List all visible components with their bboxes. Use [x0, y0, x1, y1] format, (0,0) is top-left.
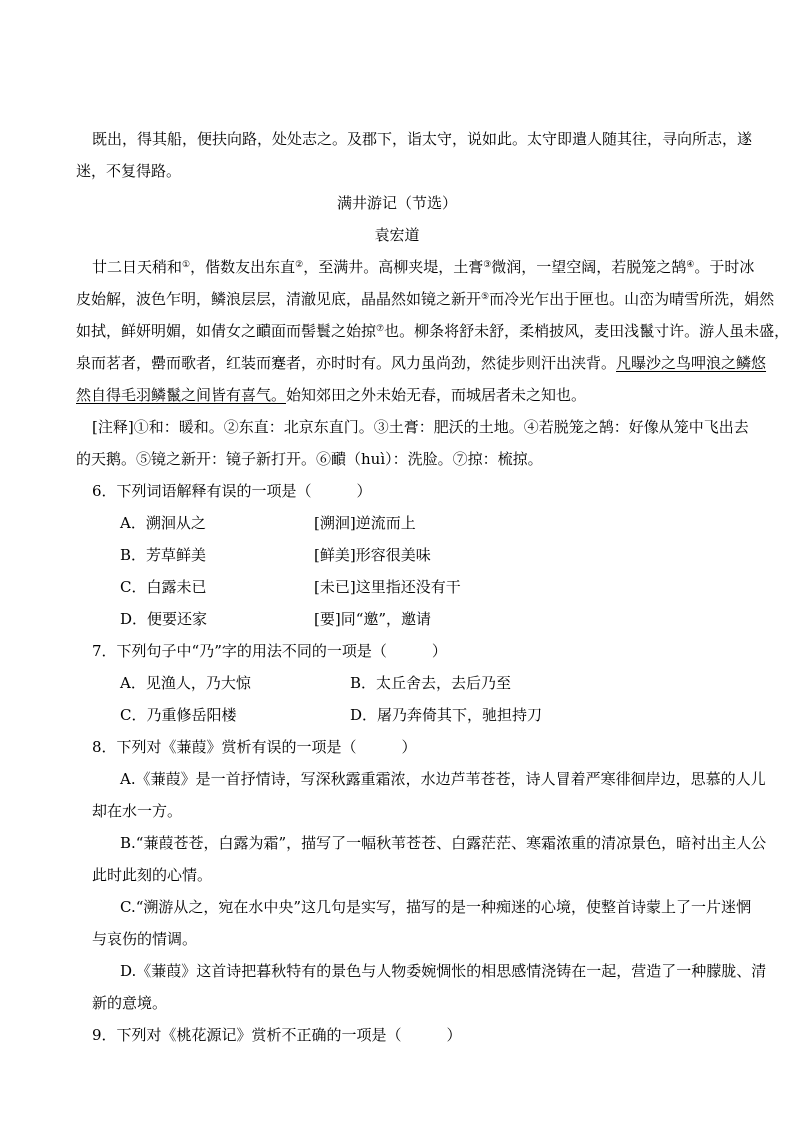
passage-text: 如拭，鲜妍明媚，如倩女之靧面而髻鬟之始掠	[76, 322, 377, 340]
q6-option-label: D．便要还家	[120, 610, 208, 628]
passage2-line	[76, 289, 774, 309]
q8-option-b: 此时此刻的心情。	[92, 866, 213, 884]
passage-text: 泉而茗者，罍而歌者，红装而蹇者，亦时时有。风力虽尚劲，然徒步则汗出浃背。	[76, 354, 617, 372]
passage-text: 。于时冰	[694, 258, 755, 276]
passage2-line	[76, 321, 789, 341]
passage-text: 也。柳条将舒未舒，柔梢披风，麦田浅鬣寸许。游人虽未盛，	[384, 322, 790, 340]
passage-author: 袁宏道	[374, 226, 420, 244]
q8-option-b: B.“蒹葭苍苍，白露为霜”，描写了一幅秋苇苍苍、白露茫茫、寒霜浓重的清凉景色，暗衬出主人公	[120, 834, 767, 852]
q8-option-c: C.“溯游从之，宛在水中央”这几句是实写，描写的是一种痴迷的心境，使整首诗蒙上了一片迷惘	[120, 898, 752, 916]
q8-option-a: 却在水一方。	[92, 802, 183, 820]
passage1-line: 迷，不复得路。	[76, 162, 182, 180]
passage-text: 始知郊田之外未始无春，而城居者未之知也。	[286, 386, 587, 404]
passage-text: ，至满井。高柳夹堤，土膏	[303, 258, 484, 276]
passage2-line	[92, 257, 754, 277]
q7-option: C．乃重修岳阳楼	[120, 706, 237, 724]
footnote-mark: ③	[483, 260, 492, 270]
annotation-line: 的天鹅。⑤镜之新开：镜子新打开。⑥靧（huì）：洗脸。⑦掠：梳掠。	[76, 450, 543, 468]
passage-text: 微润，一望空阔，若脱笼之鹄	[491, 258, 687, 276]
passage-text: 而冷光乍出于匣也。山峦为晴雪所洗，娟然	[489, 290, 775, 308]
question-9-stem: 9．下列对《桃花源记》赏析不正确的一项是（ ）	[92, 1026, 462, 1044]
passage-text: 皮始解，波色乍明，鳞浪层层，清澈见底，晶晶然如镜之新开	[76, 290, 482, 308]
q8-option-d: 新的意境。	[92, 994, 168, 1012]
question-6-stem: 6．下列词语解释有误的一项是（ ）	[92, 482, 372, 500]
footnote-mark: ④	[686, 260, 695, 270]
passage-title: 满井游记（节选）	[336, 194, 457, 212]
q7-option: B．太丘舍去，去后乃至	[350, 674, 512, 692]
q6-option-explain: [鲜美]形容很美味	[314, 546, 431, 564]
q6-option-label: C．白露未已	[120, 578, 207, 596]
passage2-line	[76, 385, 586, 405]
passage-text: ，偕数友出东直	[190, 258, 296, 276]
question-7-stem: 7．下列句子中“乃”字的用法不同的一项是（ ）	[92, 642, 447, 660]
passage-text: 廿二日天稍和	[92, 258, 183, 276]
question-8-stem: 8．下列对《蒹葭》赏析有误的一项是（ ）	[92, 738, 417, 756]
q6-option-label: A．溯洄从之	[120, 514, 206, 532]
q8-option-d: D.《蒹葭》这首诗把暮秋特有的景色与人物委婉惆怅的相思感情浇铸在一起，营造了一种朦胧、清	[120, 962, 767, 980]
q8-option-c: 与哀伤的情调。	[92, 930, 198, 948]
passage1-line: 既出，得其船，便扶向路，处处志之。及郡下，诣太守，说如此。太守即遣人随其往，寻向所志，遂	[92, 130, 753, 148]
q7-option: A．见渔人，乃大惊	[120, 674, 251, 692]
footnote-mark: ⑦	[376, 324, 385, 334]
underlined-sentence: 然自得毛羽鳞鬣之间皆有喜气。	[76, 386, 287, 404]
underlined-sentence: 凡曝沙之鸟呷浪之鳞悠	[616, 354, 767, 372]
footnote-mark: ①	[182, 260, 191, 270]
q7-option: D．屠乃奔倚其下，驰担持刀	[350, 706, 543, 724]
passage2-line	[76, 353, 766, 373]
q6-option-explain: [未已]这里指还没有干	[314, 578, 461, 596]
q6-option-label: B．芳草鲜美	[120, 546, 207, 564]
q6-option-explain: [溯洄]逆流而上	[314, 514, 416, 532]
q6-option-explain: [要]同“邀”，邀请	[314, 610, 432, 628]
footnote-mark: ②	[295, 260, 304, 270]
q8-option-a: A.《蒹葭》是一首抒情诗，写深秋露重霜浓，水边芦苇苍苍，诗人冒着严寒徘徊岸边，思慕的人儿	[120, 770, 766, 788]
footnote-mark: ⑤	[481, 292, 490, 302]
annotation-line: [注释]①和：暖和。②东直：北京东直门。③土膏：肥沃的土地。④若脱笼之鹄：好像从笼中飞出去	[92, 418, 749, 436]
